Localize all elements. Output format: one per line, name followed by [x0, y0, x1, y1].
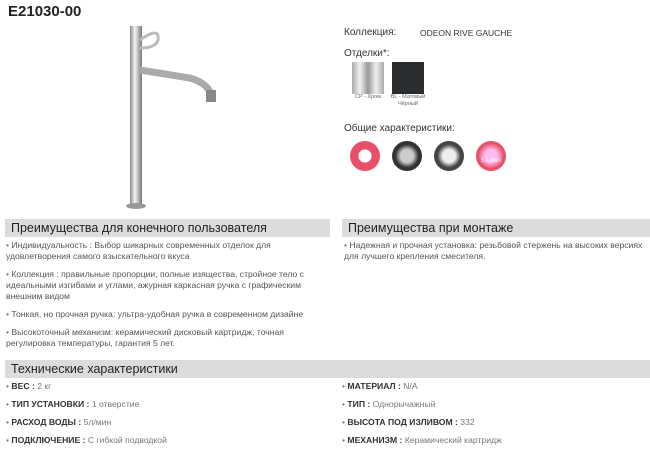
user-benefits-list: [6, 240, 326, 356]
list-item: • Надежная и прочная установка: резьбовой стержень на высоких версиях для лучшего крепления смесителя.: [344, 240, 644, 262]
user-icon: [392, 141, 422, 171]
finish-caption: BL - Матовый Чёрный: [390, 94, 426, 107]
list-item: • Высокоточный механизм: керамический дисковый картридж, точная регулировка температуры, гарантия 5 лет.: [6, 327, 326, 349]
spec-item: • ВЫСОТА ПОД ИЗЛИВОМ : 332: [342, 416, 502, 434]
spec-item: • ТИП УСТАНОВКИ : 1 отверстие: [6, 398, 167, 416]
collection-label: Коллекция:: [344, 27, 397, 38]
list-item: • Коллекция : правильные пропорции, полные изящества, стройное тело с идеальными изгибами и углами, ажурная каркасная ручка с графическим внешним видом: [6, 269, 326, 302]
general-label: Общие характеристики:: [344, 123, 455, 134]
collection-value: ODEON RIVE GAUCHE: [420, 28, 513, 38]
finishes-label: Отделки*:: [344, 48, 390, 59]
black-swatch: [392, 62, 424, 94]
list-item: • Индивидуальность : Выбор шикарных современных отделок для удовлетворения самого взыскательного вкуса: [6, 240, 326, 262]
user-benefits-title: Преимущества для конечного пользователя: [5, 219, 330, 237]
tech-title: Технические характеристики: [5, 360, 650, 378]
finish-caption: CP - Хром: [355, 94, 381, 100]
spec-item: • МЕХАНИЗМ : Керамический картридж: [342, 434, 502, 452]
tech-left: [6, 380, 167, 452]
tech-right: [342, 380, 502, 452]
chrome-swatch: [352, 62, 384, 94]
spec-item: • ВЕС : 2 кг: [6, 380, 167, 398]
finish-chrome[interactable]: [347, 62, 389, 101]
finish-matte-black[interactable]: [387, 62, 429, 108]
flow-rate-icon: 5 L/min: [476, 141, 506, 171]
spec-item: • ПОДКЛЮЧЕНИЕ : С гибкой подводкой: [6, 434, 167, 452]
installation-icon: [434, 141, 464, 171]
install-benefits-list: [344, 240, 644, 269]
product-code: E21030-00: [8, 3, 82, 20]
water-saving-icon: [350, 141, 380, 171]
spec-item: • МАТЕРИАЛ : N/A: [342, 380, 502, 398]
spec-item: • РАСХОД ВОДЫ : 5л/мин: [6, 416, 167, 434]
spec-item: • ТИП : Однорычажный: [342, 398, 502, 416]
install-benefits-title: Преимущества при монтаже: [342, 219, 650, 237]
faucet-image: [100, 18, 240, 213]
list-item: • Тонкая, но прочная ручка: ультра-удобная ручка в современном дизайне: [6, 309, 326, 320]
